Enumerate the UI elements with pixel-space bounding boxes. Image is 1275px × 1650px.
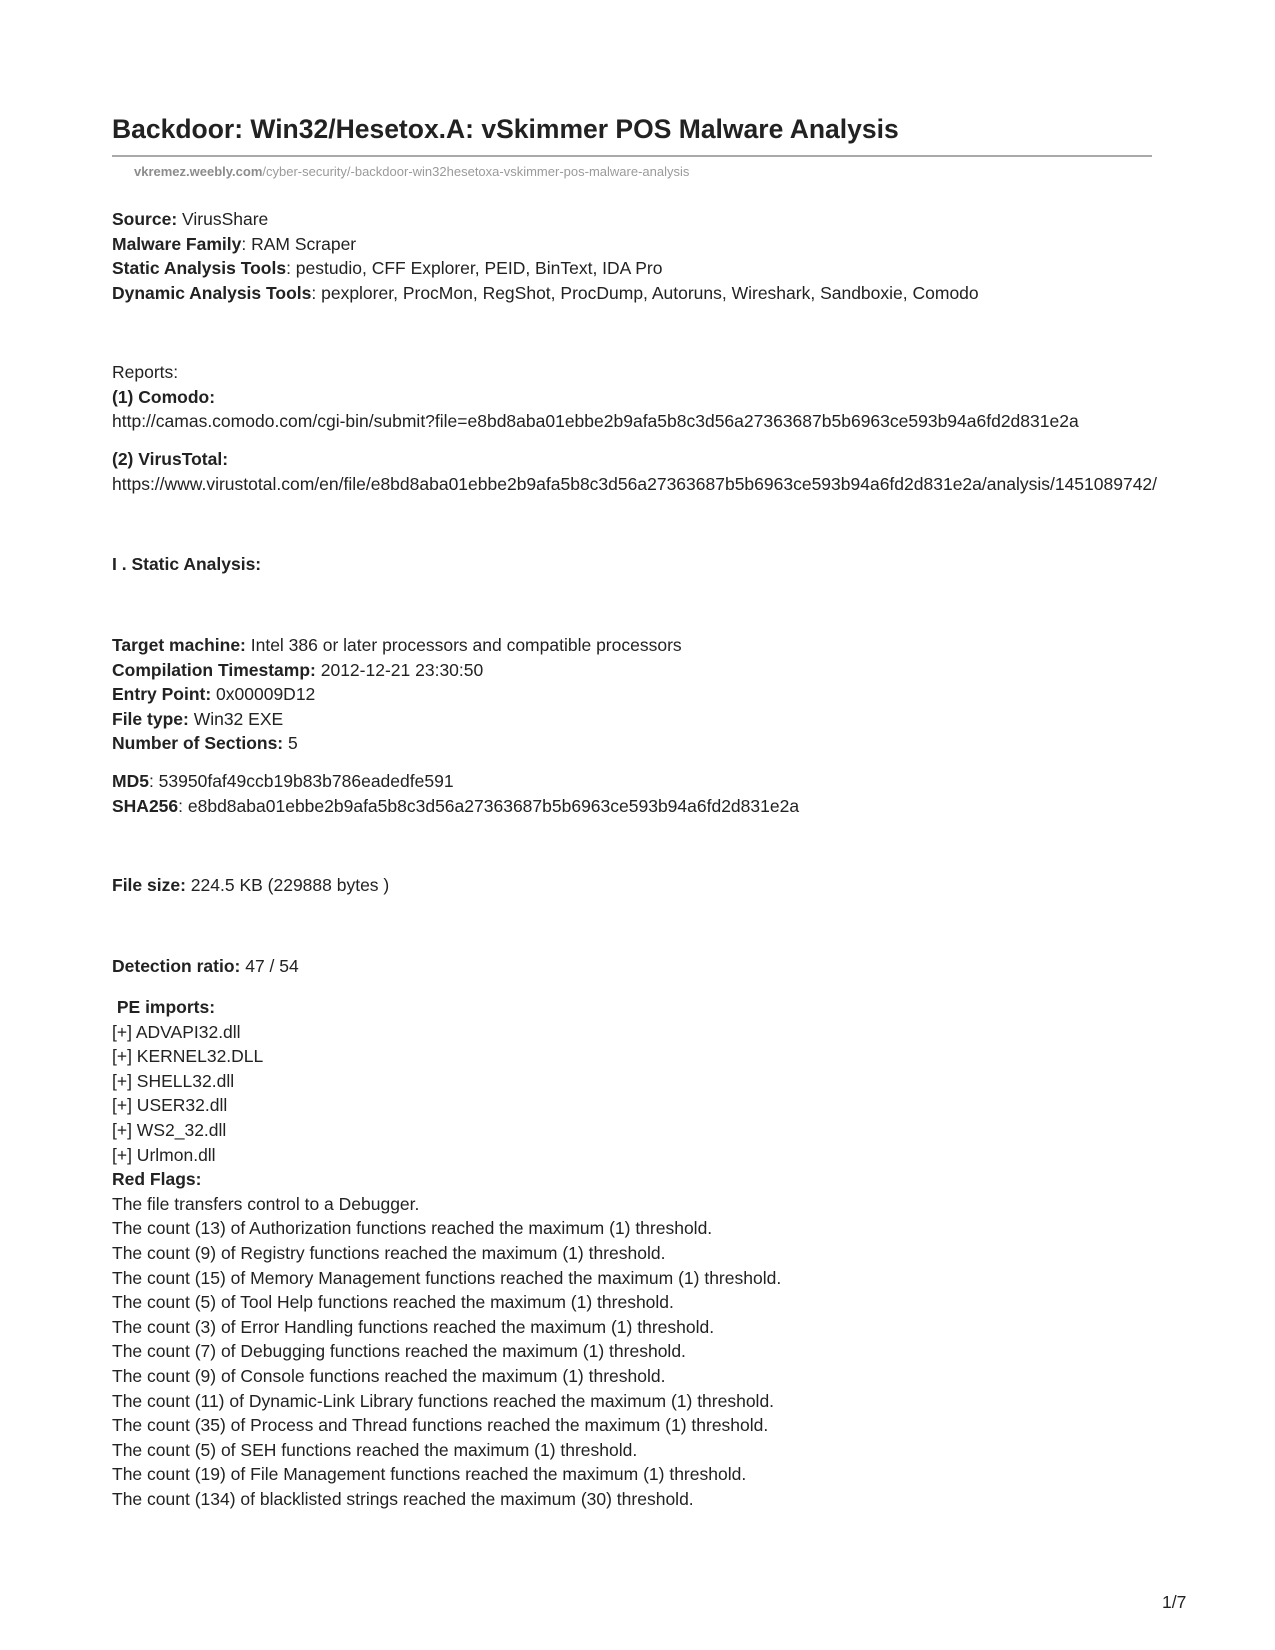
detection-value: 47 / 54 bbox=[240, 956, 299, 976]
red-flag-item: The count (134) of blacklisted strings reached the maximum (30) threshold. bbox=[112, 1488, 694, 1509]
meta-label: Malware Family bbox=[112, 233, 242, 254]
info-target-machine bbox=[112, 633, 682, 658]
hash-md5 bbox=[112, 769, 799, 794]
red-flag-item: The count (5) of Tool Help functions reached the maximum (1) threshold. bbox=[112, 1292, 674, 1313]
meta-static-tools bbox=[112, 256, 979, 281]
meta-label: Source: bbox=[112, 209, 178, 229]
page-title: Backdoor: Win32/Hesetox.A: vSkimmer POS Malware Analysis bbox=[112, 114, 899, 144]
info-file-type bbox=[112, 707, 682, 732]
red-flag-item: The count (9) of Console functions reached the maximum (1) threshold. bbox=[112, 1365, 666, 1386]
red-flag-item: The count (19) of File Management functions reached the maximum (1) threshold. bbox=[112, 1464, 747, 1485]
url-path: /cyber-security/-backdoor-win32hesetoxa-vskimmer-pos-malware-analysis bbox=[262, 164, 690, 179]
red-flag-item: The count (9) of Registry functions reached the maximum (1) threshold. bbox=[112, 1242, 666, 1263]
pe-import-item: [+] ADVAPI32.dll bbox=[112, 1021, 241, 1042]
meta-value: : RAM Scraper bbox=[241, 233, 357, 254]
info-label: Entry Point: bbox=[112, 684, 212, 705]
virustotal-label: (2) VirusTotal: bbox=[112, 449, 229, 469]
info-label: Target machine: bbox=[112, 635, 246, 655]
info-label: File type: bbox=[112, 708, 189, 729]
pe-imports-heading: PE imports: bbox=[112, 997, 216, 1017]
meta-family bbox=[112, 232, 979, 257]
file-size bbox=[112, 873, 389, 898]
hash-label: SHA256 bbox=[112, 795, 179, 816]
page-number: 1/7 bbox=[1162, 1592, 1187, 1612]
comodo-label: (1) Comodo: bbox=[112, 386, 216, 407]
reports-heading: Reports: bbox=[112, 362, 179, 382]
reports-section bbox=[112, 360, 1079, 434]
red-flag-item: The count (35) of Process and Thread functions reached the maximum (1) threshold. bbox=[112, 1415, 769, 1436]
info-label: Compilation Timestamp: bbox=[112, 659, 316, 680]
red-flags-heading: Red Flags: bbox=[112, 1169, 202, 1190]
hash-value: : 53950faf49ccb19b83b786eadedfe591 bbox=[148, 771, 454, 791]
pe-imports-and-red-flags bbox=[112, 995, 781, 1511]
virustotal-link[interactable]: https://www.virustotal.com/en/file/e8bd8aba01ebbe2b9afa5b8c3d56a27363687b5b6963ce593b94a6fd2d831e2a/analysis/1451089742/ bbox=[112, 473, 1158, 494]
red-flag-item: The count (13) of Authorization functions reached the maximum (1) threshold. bbox=[112, 1218, 713, 1239]
info-value: 5 bbox=[283, 733, 298, 754]
file-size-value: 224.5 KB (229888 bytes ) bbox=[185, 875, 390, 895]
info-value: 0x00009D12 bbox=[211, 684, 316, 705]
hash-value: : e8bd8aba01ebbe2b9afa5b8c3d56a27363687b5b6963ce593b94a6fd2d831e2a bbox=[178, 795, 800, 816]
meta-label: Static Analysis Tools bbox=[112, 258, 287, 279]
red-flag-item: The count (11) of Dynamic-Link Library functions reached the maximum (1) threshold. bbox=[112, 1390, 775, 1411]
info-number-of-sections bbox=[112, 731, 682, 756]
meta-source bbox=[112, 207, 979, 232]
info-entry-point bbox=[112, 682, 682, 707]
title-divider bbox=[112, 155, 1152, 157]
meta-value: : pestudio, CFF Explorer, PEID, BinText, IDA Pro bbox=[286, 258, 663, 279]
red-flag-item: The count (7) of Debugging functions reached the maximum (1) threshold. bbox=[112, 1341, 686, 1362]
detection-ratio bbox=[112, 954, 299, 979]
info-value: Intel 386 or later processors and compatible processors bbox=[245, 635, 682, 655]
static-analysis-heading: I . Static Analysis: bbox=[112, 554, 262, 574]
file-info bbox=[112, 633, 682, 756]
source-url[interactable] bbox=[134, 164, 689, 179]
comodo-link[interactable]: http://camas.comodo.com/cgi-bin/submit?file=e8bd8aba01ebbe2b9afa5b8c3d56a27363687b5b6963ce593b94a6fd2d831e2a bbox=[112, 411, 1079, 432]
pe-import-item: [+] WS2_32.dll bbox=[112, 1119, 227, 1140]
malware-metadata bbox=[112, 207, 979, 305]
meta-dynamic-tools bbox=[112, 281, 979, 306]
info-value: Win32 EXE bbox=[188, 708, 284, 729]
meta-value: : pexplorer, ProcMon, RegShot, ProcDump, Autoruns, Wireshark, Sandboxie, Comodo bbox=[311, 282, 979, 303]
meta-value: VirusShare bbox=[177, 209, 269, 229]
hash-label: MD5 bbox=[112, 771, 149, 791]
hashes bbox=[112, 769, 799, 818]
pe-import-item: [+] Urlmon.dll bbox=[112, 1144, 216, 1165]
hash-sha256 bbox=[112, 794, 799, 819]
pe-import-item: [+] SHELL32.dll bbox=[112, 1070, 235, 1091]
meta-label: Dynamic Analysis Tools bbox=[112, 282, 312, 303]
detection-label: Detection ratio: bbox=[112, 956, 241, 976]
red-flag-item: The count (15) of Memory Management functions reached the maximum (1) threshold. bbox=[112, 1267, 782, 1288]
red-flag-item: The file transfers control to a Debugger. bbox=[112, 1193, 420, 1214]
pe-import-item: [+] KERNEL32.DLL bbox=[112, 1046, 264, 1067]
virustotal-report bbox=[112, 447, 1157, 496]
file-size-label: File size: bbox=[112, 875, 186, 895]
pe-import-item: [+] USER32.dll bbox=[112, 1095, 228, 1116]
url-domain: vkremez.weebly.com bbox=[134, 164, 263, 179]
info-label: Number of Sections: bbox=[112, 733, 284, 754]
red-flag-item: The count (3) of Error Handling functions reached the maximum (1) threshold. bbox=[112, 1316, 715, 1337]
red-flag-item: The count (5) of SEH functions reached the maximum (1) threshold. bbox=[112, 1439, 638, 1460]
info-compilation-timestamp bbox=[112, 658, 682, 683]
info-value: 2012-12-21 23:30:50 bbox=[315, 659, 484, 680]
